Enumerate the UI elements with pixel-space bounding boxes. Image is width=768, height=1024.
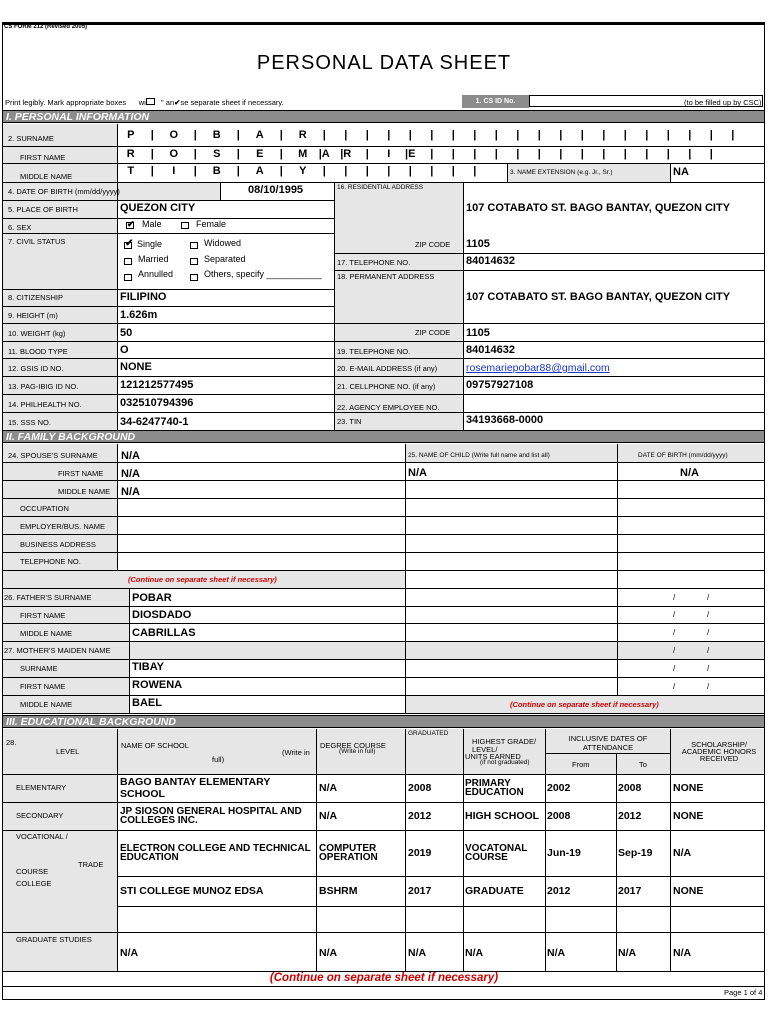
citizenship-value[interactable]: FILIPINO <box>120 291 167 303</box>
name-letter: | <box>473 165 477 177</box>
blood-type-label: 11. BLOOD TYPE <box>8 347 68 356</box>
spouse-surname-label: 24. SPOUSE'S SURNAME <box>8 451 98 460</box>
rule <box>117 729 118 971</box>
edu-school-college[interactable]: STI COLLEGE MUNOZ EDSA <box>120 885 264 897</box>
others-checkbox[interactable] <box>190 274 198 281</box>
separated-checkbox[interactable] <box>190 258 198 265</box>
name-letter: | <box>666 148 670 160</box>
cs-id-label: 1. CS ID No. <box>462 95 529 108</box>
name-letter: | <box>451 129 455 141</box>
name-letter: | <box>688 129 692 141</box>
name-letter: | <box>688 148 692 160</box>
spouse-first-label: FIRST NAME <box>58 469 104 478</box>
perm-zip-label: ZIP CODE <box>415 328 451 337</box>
name-letter: | <box>516 148 520 160</box>
tel19-label: 19. TELEPHONE NO. <box>337 347 411 356</box>
name-letter: | <box>236 129 240 141</box>
name-letter: | <box>623 129 627 141</box>
name-letter: | <box>279 129 283 141</box>
child-dob-label: DATE OF BIRTH (mm/dd/yyyy) <box>638 452 728 459</box>
gsis-value[interactable]: NONE <box>120 361 152 373</box>
name-letter: A <box>255 129 264 141</box>
name-letter: Y <box>299 165 307 177</box>
edu-grade-graduate[interactable]: N/A <box>465 947 484 959</box>
rule <box>334 253 764 254</box>
first-name-letters[interactable] <box>120 148 765 160</box>
edu-level-elementary: ELEMENTARY <box>16 783 67 792</box>
page-number: Page 1 of 4 <box>724 988 763 997</box>
rule <box>3 306 334 307</box>
spouse-surname-value[interactable]: N/A <box>121 450 140 462</box>
address-label-column <box>334 182 463 430</box>
rule <box>3 659 764 660</box>
rule <box>3 534 764 535</box>
name-letter: | <box>473 129 477 141</box>
married-checkbox[interactable] <box>124 258 132 265</box>
name-letter: | <box>602 129 606 141</box>
edu-honors-vocational[interactable]: N/A <box>673 847 692 859</box>
annulled-checkbox[interactable] <box>124 274 132 281</box>
section-personal-info: I. PERSONAL INFORMATION <box>3 110 764 123</box>
form-id: CS FORM 212 (Revised 2005) <box>4 24 88 30</box>
rule <box>334 182 335 430</box>
name-letter: | <box>430 148 434 160</box>
date-slash: / <box>673 628 676 637</box>
edu-grade-header-3: UNITS EARNED <box>465 752 521 761</box>
rule <box>3 498 764 499</box>
separated-label: Separated <box>204 254 246 264</box>
mother-first-value[interactable]: ROWENA <box>132 679 183 691</box>
surname-label: 2. SURNAME <box>8 134 54 143</box>
name-letter: | <box>150 129 154 141</box>
edu-level-vocational-3: COURSE <box>16 867 49 876</box>
height-value[interactable]: 1.626m <box>120 309 158 321</box>
annulled-label: Annulled <box>138 269 174 279</box>
philhealth-label: 14. PHILHEALTH NO. <box>8 400 82 409</box>
instructions: Print legibly. Mark appropriate boxes wi " an✔se separate sheet if necessary. <box>5 98 284 107</box>
child-name-label: 25. NAME OF CHILD (Write full name and list all) <box>408 452 550 459</box>
rule <box>334 323 764 324</box>
edu-school-secondary[interactable]: JP SIOSON GENERAL HOSPITAL AND COLLEGES INC. <box>120 806 302 826</box>
name-letter: B <box>212 165 221 177</box>
page-title: PERSONAL DATA SHEET <box>256 52 512 74</box>
first-name-label: FIRST NAME <box>20 153 66 162</box>
name-letter: | <box>322 165 326 177</box>
edu-to-college[interactable]: 2017 <box>618 885 642 897</box>
name-letter: | <box>580 129 584 141</box>
perm-zip-value[interactable]: 1105 <box>466 327 490 339</box>
name-letter: | <box>645 129 649 141</box>
name-letter: R <box>298 129 307 141</box>
pob-label: 5. PLACE OF BIRTH <box>8 205 78 214</box>
name-letter: R <box>126 148 135 160</box>
pagibig-value[interactable]: 121212577495 <box>120 379 194 391</box>
res-address-value[interactable]: 107 COTABATO ST. BAGO BANTAY, QUEZON CITY <box>466 202 731 214</box>
edu-school-header-2: (Write in <box>282 748 310 757</box>
date-slash: / <box>707 682 710 691</box>
child-name-value[interactable]: N/A <box>408 467 427 479</box>
name-letter: | <box>494 129 498 141</box>
name-letter: P <box>127 129 135 141</box>
widowed-checkbox[interactable] <box>190 242 198 249</box>
rule <box>405 729 406 971</box>
rule <box>507 163 508 182</box>
gsis-label: 12. GSIS ID NO. <box>8 364 64 373</box>
sss-label: 15. SSS NO. <box>8 418 51 427</box>
edu-grade-header-2: LEVEL/ <box>472 745 498 754</box>
mother-first-label: FIRST NAME <box>20 682 66 691</box>
family-continue-note: (Continue on separate sheet if necessary) <box>128 575 277 584</box>
rule <box>117 124 118 430</box>
email-value[interactable]: rosemariepobar88@gmail.com <box>466 362 610 374</box>
cs-id-note: (to be filled up by CSC) <box>684 98 762 107</box>
name-letter: O <box>169 148 179 160</box>
edu-school-graduate[interactable]: N/A <box>120 947 139 959</box>
edu-level-secondary: SECONDARY <box>16 811 64 820</box>
name-letter: | <box>494 148 498 160</box>
others-label: Others, specify ___________ <box>204 269 322 279</box>
section-family-background: II. FAMILY BACKGROUND <box>3 430 764 443</box>
rule <box>117 876 764 877</box>
civil-status-label: 7. CIVIL STATUS <box>8 237 66 246</box>
edu-from-college[interactable]: 2012 <box>547 885 571 897</box>
name-letter: | <box>451 165 455 177</box>
edu-graduated-header: GRADUATED <box>408 730 449 737</box>
spouse-middle-value[interactable]: N/A <box>121 486 140 498</box>
father-surname-value[interactable]: POBAR <box>132 592 172 604</box>
father-first-value[interactable]: DIOSDADO <box>132 609 192 621</box>
name-letter: |E <box>405 148 416 160</box>
height-label: 9. HEIGHT (m) <box>8 311 58 320</box>
tin-value[interactable]: 34193668-0000 <box>466 414 544 426</box>
name-letter: | <box>365 165 369 177</box>
weight-label: 10. WEIGHT (kg) <box>8 329 66 338</box>
edu-to-header: To <box>639 760 647 769</box>
edu-degree-graduate[interactable]: N/A <box>319 947 338 959</box>
name-letter: | <box>709 148 713 160</box>
edu-honors-secondary[interactable]: NONE <box>673 810 704 822</box>
name-letter: | <box>236 148 240 160</box>
rule <box>3 516 764 517</box>
name-letter: | <box>559 148 563 160</box>
dob-value[interactable]: 08/10/1995 <box>248 184 304 196</box>
name-letter: | <box>623 148 627 160</box>
name-letter: | <box>344 165 348 177</box>
male-checkbox[interactable]: ✔ <box>127 219 135 229</box>
citizenship-label: 8. CITIZENSHIP <box>8 293 64 302</box>
name-letter: | <box>559 129 563 141</box>
rule <box>670 729 671 971</box>
rule <box>3 289 334 290</box>
edu-from-elementary[interactable]: 2002 <box>547 782 571 794</box>
date-slash: / <box>673 593 676 602</box>
family-continue-note-2: (Continue on separate sheet if necessary) <box>510 700 659 709</box>
res-zip-label: ZIP CODE <box>415 240 451 249</box>
name-letter: | <box>516 129 520 141</box>
sss-value[interactable]: 34-6247740-1 <box>120 416 189 428</box>
edu-grade-header-4: (if not graduated) <box>480 759 530 766</box>
occupation-label: OCCUPATION <box>20 504 69 513</box>
surname-letters[interactable] <box>120 129 765 141</box>
edu-school-header: NAME OF SCHOOL <box>121 741 189 750</box>
name-letter: | <box>537 129 541 141</box>
rule <box>3 641 764 642</box>
name-letter: | <box>322 129 326 141</box>
date-slash: / <box>673 664 676 673</box>
name-letter: | <box>279 148 283 160</box>
edu-degree-header-2: (Write in full) <box>339 748 376 755</box>
name-letter: | <box>709 129 713 141</box>
name-letter: | <box>666 129 670 141</box>
edu-to-secondary[interactable]: 2012 <box>618 810 642 822</box>
edu-degree-vocational[interactable]: COMPUTER OPERATION <box>319 843 378 863</box>
rule <box>3 623 764 624</box>
edu-honors-header: SCHOLARSHIP/ ACADEMIC HONORS RECEIVED <box>681 740 757 763</box>
res-zip-value[interactable]: 1105 <box>466 238 490 250</box>
rule <box>3 233 334 234</box>
cellphone-value[interactable]: 09757927108 <box>466 379 534 391</box>
date-slash: / <box>707 646 710 655</box>
name-extension-label: 3. NAME EXTENSION (e.g. Jr., Sr.) <box>510 169 613 176</box>
widowed-label: Widowed <box>204 238 242 248</box>
father-middle-label: MIDDLE NAME <box>20 629 73 638</box>
dob-label: 4. DATE OF BIRTH (mm/dd/yyyy) <box>8 187 120 196</box>
weight-value[interactable]: 50 <box>120 327 133 339</box>
name-letter: E <box>256 148 264 160</box>
name-letter: A <box>255 165 264 177</box>
female-label: Female <box>196 219 227 229</box>
rule <box>545 753 670 754</box>
res-address-label: 16. RESIDENTIAL ADDRESS <box>337 184 424 191</box>
edu-degree-college[interactable]: BSHRM <box>319 885 358 897</box>
edu-from-header: From <box>572 760 590 769</box>
date-slash: / <box>707 628 710 637</box>
spouse-middle-label: MIDDLE NAME <box>58 487 111 496</box>
edu-year-vocational[interactable]: 2019 <box>408 847 432 859</box>
male-label: Male <box>142 219 162 229</box>
edu-level-college: COLLEGE <box>16 879 52 888</box>
date-slash: / <box>707 610 710 619</box>
date-slash: / <box>707 593 710 602</box>
mother-surname-label: SURNAME <box>20 664 58 673</box>
name-letter: |A <box>318 148 330 160</box>
name-letter: |R <box>340 148 352 160</box>
married-label: Married <box>138 254 169 264</box>
name-letter: | <box>387 165 391 177</box>
father-first-label: FIRST NAME <box>20 611 66 620</box>
spouse-first-value[interactable]: N/A <box>121 468 140 480</box>
edu-grade-secondary[interactable]: HIGH SCHOOL <box>465 810 540 822</box>
edu-year-graduate[interactable]: N/A <box>408 947 427 959</box>
edu-dates-header: INCLUSIVE DATES OF ATTENDANCE <box>568 734 648 752</box>
edu-degree-secondary[interactable]: N/A <box>319 810 338 822</box>
rule <box>3 552 764 553</box>
sex-label: 6. SEX <box>8 223 32 232</box>
name-extension-value[interactable]: NA <box>673 166 689 178</box>
name-letter: | <box>645 148 649 160</box>
edu-grade-elementary[interactable]: PRIMARY EDUCATION <box>465 778 524 798</box>
edu-to-vocational[interactable]: Sep-19 <box>618 847 653 859</box>
employer-label: EMPLOYER/BUS. NAME <box>20 522 106 531</box>
middle-name-letters[interactable] <box>120 165 510 177</box>
mother-header-bg <box>3 641 764 659</box>
rule <box>334 270 764 271</box>
name-letter: | <box>365 129 369 141</box>
name-letter: T <box>127 165 135 177</box>
rule <box>3 323 334 324</box>
rule <box>463 729 464 971</box>
father-middle-value[interactable]: CABRILLAS <box>132 627 196 639</box>
edu-level-vocational-2: TRADE <box>78 860 104 869</box>
philhealth-value[interactable]: 032510794396 <box>120 397 194 409</box>
rule <box>545 729 546 971</box>
name-letter: | <box>602 148 606 160</box>
name-letter: | <box>580 148 584 160</box>
rule <box>616 753 617 971</box>
rule <box>117 906 764 907</box>
date-slash: / <box>673 610 676 619</box>
single-checkbox[interactable]: ✔ <box>125 238 134 249</box>
single-label: Single <box>137 239 163 249</box>
edu-to-elementary[interactable]: 2008 <box>618 782 642 794</box>
tel17-label: 17. TELEPHONE NO. <box>337 258 411 267</box>
rule <box>3 218 334 219</box>
father-surname-label: 26. FATHER'S SURNAME <box>4 593 92 602</box>
child-dob-value[interactable]: N/A <box>680 467 699 479</box>
date-slash: / <box>673 682 676 691</box>
name-letter: | <box>193 129 197 141</box>
rule <box>3 588 764 589</box>
name-letter: | <box>193 165 197 177</box>
rule <box>405 444 406 713</box>
spouse-telephone-label: TELEPHONE NO. <box>20 557 81 566</box>
name-letter: O <box>169 129 179 141</box>
agency-label: 22. AGENCY EMPLOYEE NO. <box>337 403 440 412</box>
edu-level-vocational: VOCATIONAL / <box>16 832 68 841</box>
rule <box>3 570 764 571</box>
edu-num: 28. <box>6 738 17 747</box>
edu-to-graduate[interactable]: N/A <box>618 947 637 959</box>
pob-value[interactable]: QUEZON CITY <box>120 202 196 214</box>
tel17-value[interactable]: 84014632 <box>466 255 515 267</box>
name-letter: | <box>150 148 154 160</box>
perm-address-label: 18. PERMANENT ADDRESS <box>337 272 435 281</box>
tel19-value[interactable]: 84014632 <box>466 344 515 356</box>
female-checkbox[interactable] <box>181 222 189 229</box>
rule <box>463 182 464 430</box>
tin-label: 23. TIN <box>337 417 362 426</box>
name-letter: M <box>298 148 308 160</box>
mother-maiden-label: 27. MOTHER'S MAIDEN NAME <box>4 646 111 655</box>
rule <box>3 200 334 201</box>
rule <box>3 606 764 607</box>
section-educational-background: III. EDUCATIONAL BACKGROUND <box>3 715 764 728</box>
rule <box>3 480 764 481</box>
name-letter: | <box>387 129 391 141</box>
name-letter: | <box>344 129 348 141</box>
edu-grade-college[interactable]: GRADUATE <box>465 885 524 897</box>
name-letter: | <box>193 148 197 160</box>
name-letter: | <box>430 129 434 141</box>
email-label: 20. E-MAIL ADDRESS (if any) <box>337 364 438 373</box>
blood-type-value[interactable]: O <box>120 344 129 356</box>
name-letter: | <box>279 165 283 177</box>
name-letter: | <box>451 148 455 160</box>
rule <box>3 677 764 678</box>
edu-honors-college[interactable]: NONE <box>673 885 704 897</box>
edu-continue-note: (Continue on separate sheet if necessary) <box>269 972 499 984</box>
rule <box>3 713 764 714</box>
rule <box>670 163 671 182</box>
edu-grade-header: HIGHEST GRADE/ <box>472 737 537 746</box>
edu-from-secondary[interactable]: 2008 <box>547 810 571 822</box>
edu-school-header-3: full) <box>212 755 225 764</box>
edu-year-college[interactable]: 2017 <box>408 885 432 897</box>
edu-school-vocational[interactable]: ELECTRON COLLEGE AND TECHNICAL EDUCATION <box>120 843 311 863</box>
business-address-label: BUSINESS ADDRESS <box>20 540 96 549</box>
name-letter: I <box>387 148 391 160</box>
edu-degree-elementary[interactable]: N/A <box>319 782 338 794</box>
date-slash: / <box>707 664 710 673</box>
mother-middle-value[interactable]: BAEL <box>132 697 162 709</box>
pagibig-label: 13. PAG-IBIG ID NO. <box>8 382 79 391</box>
edu-honors-graduate[interactable]: N/A <box>673 947 692 959</box>
name-letter: S <box>213 148 221 160</box>
name-letter: | <box>150 165 154 177</box>
edu-year-elementary[interactable]: 2008 <box>408 782 432 794</box>
name-letter: | <box>430 165 434 177</box>
perm-address-value[interactable]: 107 COTABATO ST. BAGO BANTAY, QUEZON CITY <box>466 291 731 303</box>
edu-level-graduate: GRADUATE STUDIES <box>16 935 92 944</box>
edu-year-secondary[interactable]: 2012 <box>408 810 432 822</box>
name-letter: I <box>172 165 176 177</box>
cellphone-label: 21. CELLPHONE NO. (if any) <box>337 382 436 391</box>
edu-school-elementary[interactable]: BAGO BANTAY ELEMENTARY SCHOOL <box>120 776 271 800</box>
edu-from-vocational[interactable]: Jun-19 <box>547 847 581 859</box>
name-letter: | <box>731 129 735 141</box>
name-letter: | <box>408 129 412 141</box>
rule <box>3 986 764 987</box>
date-slash: / <box>673 646 676 655</box>
edu-honors-elementary[interactable]: NONE <box>673 782 704 794</box>
name-letter: | <box>408 165 412 177</box>
edu-degree-header: DEGREE COURSE <box>320 741 386 750</box>
name-letter: | <box>365 148 369 160</box>
name-letter: | <box>537 148 541 160</box>
edu-from-graduate[interactable]: N/A <box>547 947 566 959</box>
name-letter: | <box>473 148 477 160</box>
rule <box>3 462 764 463</box>
rule <box>316 729 317 971</box>
middle-name-label: MIDDLE NAME <box>20 172 73 181</box>
edu-grade-vocational[interactable]: VOCATONAL COURSE <box>465 843 528 863</box>
edu-level-header: LEVEL <box>56 747 80 756</box>
name-letter: | <box>236 165 240 177</box>
rule <box>220 182 221 200</box>
mother-surname-value[interactable]: TIBAY <box>132 661 164 673</box>
mother-middle-label: MIDDLE NAME <box>20 700 73 709</box>
rule <box>3 695 764 696</box>
name-letter: B <box>212 129 221 141</box>
